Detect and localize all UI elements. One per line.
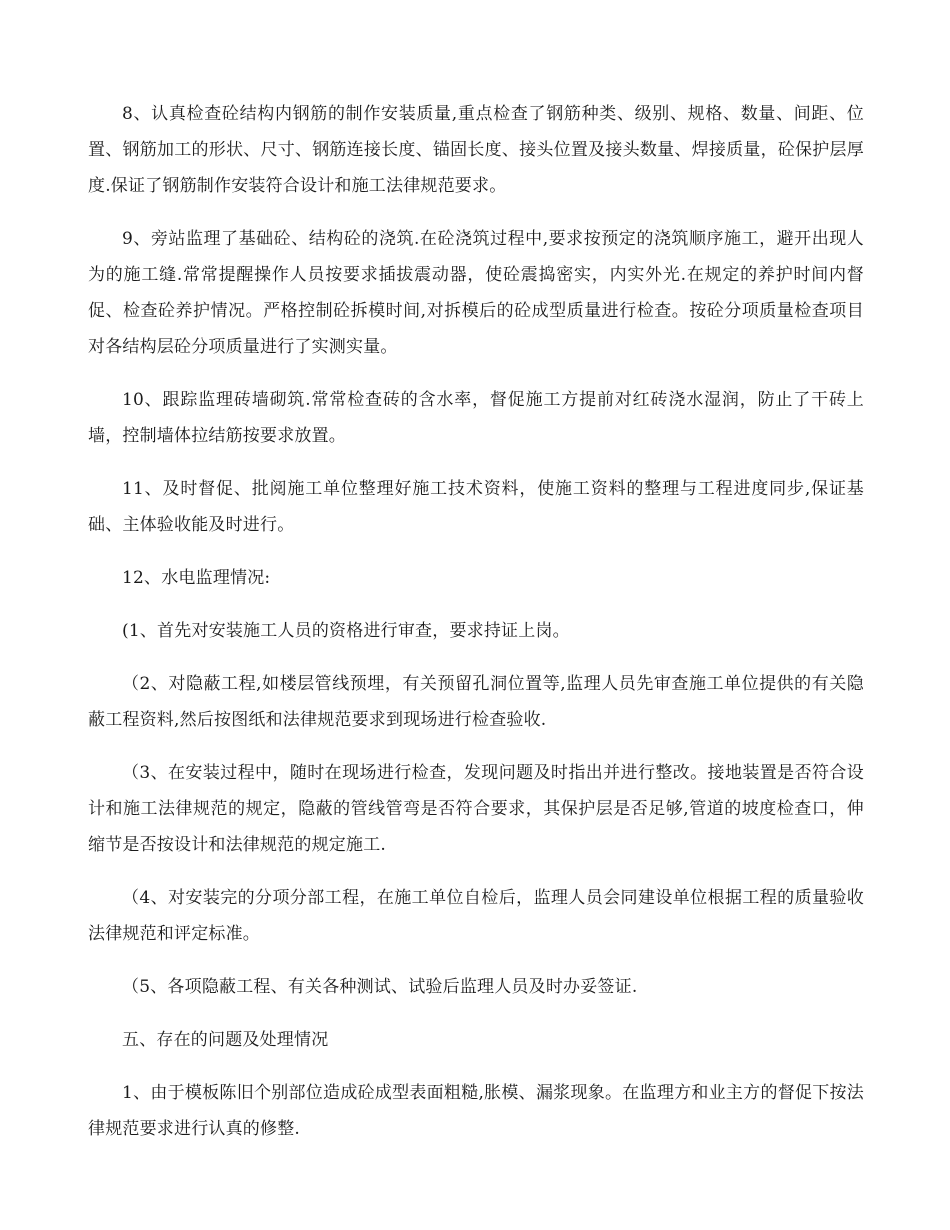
paragraph-issue-1: 1、由于模板陈旧个别部位造成砼成型表面粗糙,胀模、漏浆现象。在监理方和业主方的督促下按法律规范要求进行认真的修整.: [88, 1083, 864, 1139]
paragraph-item-10: 10、跟踪监理砖墙砌筑.常常检查砖的含水率，督促施工方提前对红砖浇水湿润，防止了干砖上墙，控制墙体拉结筋按要求放置。: [88, 390, 864, 446]
paragraph-item-12-heading: 12、水电监理情况:: [122, 568, 271, 588]
paragraph-item-11: 11、及时督促、批阅施工单位整理好施工技术资料，使施工资料的整理与工程进度同步,保证基础、主体验收能及时进行。: [88, 479, 864, 535]
section-heading-issues: 五、存在的问题及处理情况: [122, 1030, 329, 1050]
paragraph-subitem-1: (1、首先对安装施工人员的资格进行审查，要求持证上岗。: [122, 621, 570, 641]
document-body: [88, 96, 864, 1164]
paragraph-subitem-4: （4、对安装完的分项分部工程，在施工单位自检后，监理人员会同建设单位根据工程的质量验收法律规范和评定标准。: [88, 888, 864, 944]
paragraph-item-8: 8、认真检查砼结构内钢筋的制作安装质量,重点检查了钢筋种类、级别、规格、数量、间距、位置、钢筋加工的形状、尺寸、钢筋连接长度、锚固长度、接头位置及接头数量、焊接质量，砼保护层厚度.保证了钢筋制作安装符合设计和施工法律规范要求。: [88, 104, 864, 196]
paragraph-item-9: 9、旁站监理了基础砼、结构砼的浇筑.在砼浇筑过程中,要求按预定的浇筑顺序施工，避开出现人为的施工缝.常常提醒操作人员按要求插拔震动器，使砼震捣密实，内实外光.在规定的养护时间内督促、检查砼养护情况。严格控制砼拆模时间,对拆模后的砼成型质量进行检查。按砼分项质量检查项目对各结构层砼分项质量进行了实测实量。: [88, 229, 864, 357]
paragraph-subitem-5: （5、各项隐蔽工程、有关各种测试、试验后监理人员及时办妥签证.: [122, 977, 638, 997]
paragraph-subitem-2: （2、对隐蔽工程,如楼层管线预埋，有关预留孔洞位置等,监理人员先审查施工单位提供的有关隐蔽工程资料,然后按图纸和法律规范要求到现场进行检查验收.: [88, 674, 864, 730]
paragraph-subitem-3: （3、在安装过程中，随时在现场进行检查，发现问题及时指出并进行整改。接地装置是否符合设计和施工法律规范的规定，隐蔽的管线管弯是否符合要求，其保护层是否足够,管道的坡度检查口，伸缩节是否按设计和法律规范的规定施工.: [88, 763, 864, 855]
